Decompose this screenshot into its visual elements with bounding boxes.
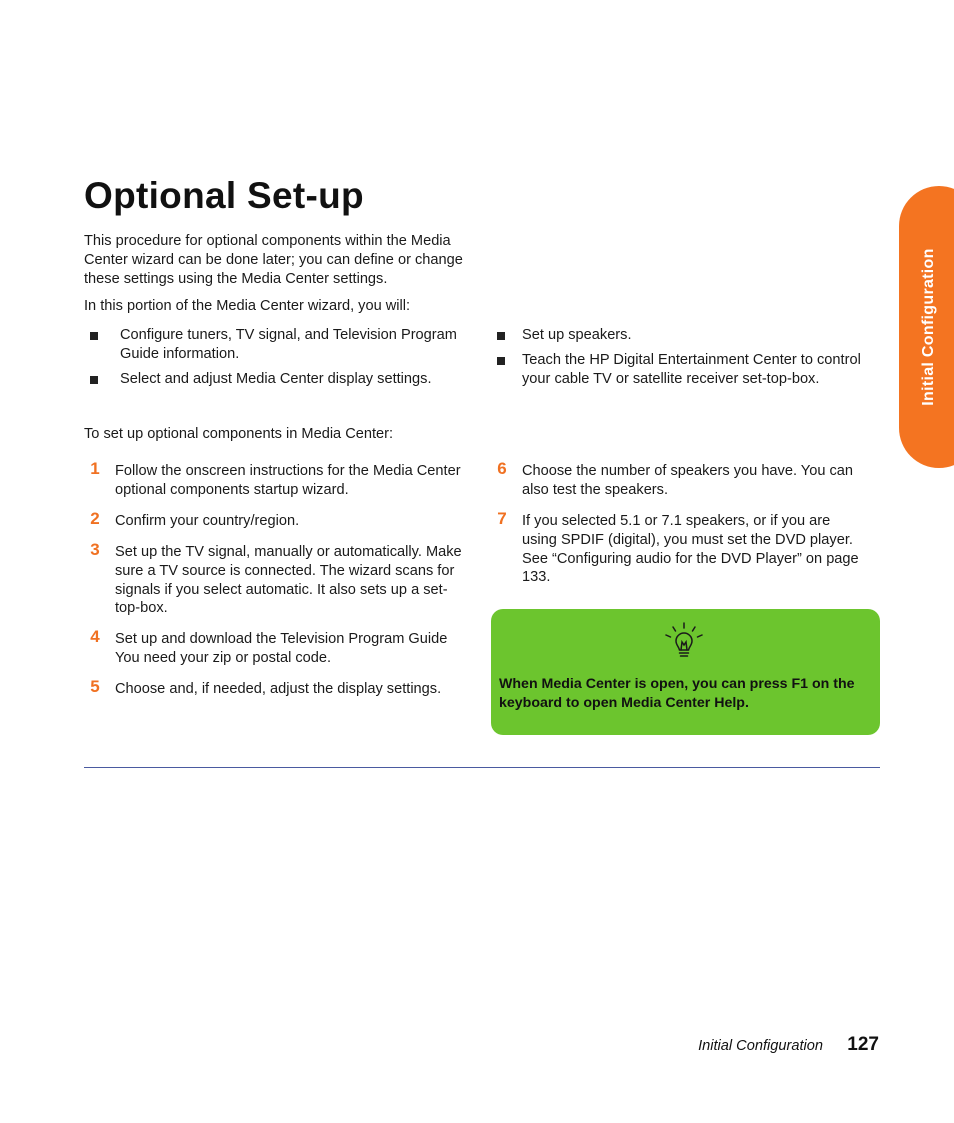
bullet-text: Teach the HP Digital Entertainment Center to control your cable TV or satellite receiver set-top-box. bbox=[522, 352, 861, 387]
lightbulb-icon bbox=[659, 619, 709, 669]
chapter-side-tab-label bbox=[899, 186, 954, 468]
section-divider bbox=[84, 767, 880, 768]
chapter-side-tab-text: Initial Configuration bbox=[920, 248, 937, 406]
intro-paragraph: This procedure for optional components within the Media Center wizard can be done later; you can define or change these settings using the Media Center settings. bbox=[84, 233, 463, 287]
bullet-text: Set up speakers. bbox=[522, 327, 632, 343]
step-number: 6 bbox=[497, 459, 507, 478]
step-number: 2 bbox=[90, 509, 100, 528]
steps-intro-text: To set up optional components in Media Center: bbox=[84, 426, 394, 442]
step-text: Set up the TV signal, manually or automatically. Make sure a TV source is connected. The wizard scans for signals if you select automatic. It also sets up a set-top-box. bbox=[115, 544, 462, 617]
step-text: Set up and download the Television Program Guide You need your zip or postal code. bbox=[115, 631, 448, 666]
tip-text: When Media Center is open, you can press F1 on the keyboard to open Media Center Help. bbox=[499, 676, 855, 711]
step-number: 3 bbox=[90, 540, 100, 559]
bullet-icon bbox=[497, 332, 505, 340]
step-text: Choose and, if needed, adjust the display settings. bbox=[115, 681, 442, 697]
step-number: 1 bbox=[90, 459, 100, 478]
bullet-icon bbox=[90, 332, 98, 340]
step-text: Confirm your country/region. bbox=[115, 513, 300, 529]
step-number: 4 bbox=[90, 627, 100, 646]
tip-box bbox=[491, 609, 880, 735]
wizard-lead-text: In this portion of the Media Center wizard, you will: bbox=[84, 298, 411, 314]
bullet-text: Configure tuners, TV signal, and Television Program Guide information. bbox=[120, 327, 457, 362]
step-number: 5 bbox=[90, 677, 100, 696]
page-number: 127 bbox=[847, 1034, 879, 1055]
bullet-icon bbox=[497, 357, 505, 365]
page-title: Optional Set-up bbox=[84, 175, 364, 216]
step-number: 7 bbox=[497, 509, 507, 528]
footer-section-title: Initial Configuration bbox=[698, 1038, 823, 1054]
step-text: Follow the onscreen instructions for the Media Center optional components startup wizard. bbox=[115, 463, 461, 498]
bullet-icon bbox=[90, 376, 98, 384]
bullet-text: Select and adjust Media Center display settings. bbox=[120, 371, 432, 387]
step-text: If you selected 5.1 or 7.1 speakers, or if you are using SPDIF (digital), you must set the DVD player. See “Configuring audio for the DVD Player” on page 133. bbox=[522, 513, 859, 586]
step-text: Choose the number of speakers you have. You can also test the speakers. bbox=[522, 463, 854, 498]
